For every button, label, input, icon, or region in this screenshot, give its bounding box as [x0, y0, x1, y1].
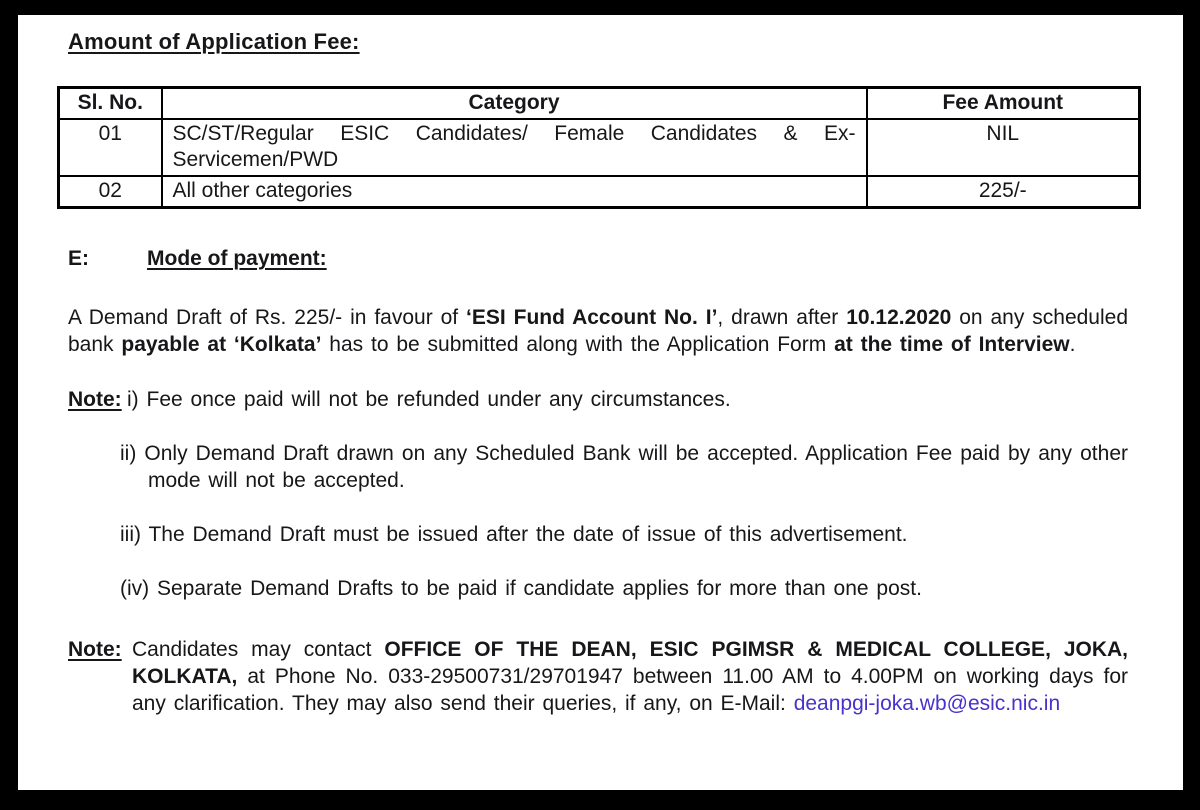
header-fee-amount: Fee Amount: [867, 88, 1140, 120]
contact-segment: Candidates may contact: [132, 638, 385, 661]
note-text: Only Demand Draft drawn on any Scheduled Bank will be accepted. Application Fee paid by any other mode will not be accepted.: [144, 442, 1128, 492]
cell-fee-amount: NIL: [867, 119, 1140, 176]
note-label: Note:: [68, 388, 122, 411]
note-text: The Demand Draft must be issued after the date of issue of this advertisement.: [148, 523, 908, 546]
cell-sl-no: 01: [59, 119, 162, 176]
section-e-heading: [68, 245, 1128, 272]
cell-fee-amount: 225/-: [867, 176, 1140, 208]
contact-office-bold: OFFICE OF THE DEAN, ESIC PGIMSR & MEDICAL COLLEGE, JOKA, KOLKATA,: [132, 638, 1128, 688]
table-row: [59, 119, 1140, 176]
cell-category: [162, 119, 867, 176]
note-item-ii: [120, 440, 1128, 494]
note-text: Separate Demand Drafts to be paid if candidate applies for more than one post.: [157, 577, 922, 600]
cell-category: All other categories: [162, 176, 867, 208]
application-fee-table: [57, 86, 1141, 209]
table-row: [59, 176, 1140, 208]
note-item-i: [127, 386, 1128, 413]
note-marker: iii): [120, 523, 141, 546]
contact-note: [68, 636, 1128, 717]
note-marker: i): [127, 388, 139, 411]
header-category: Category: [162, 88, 867, 120]
payment-paragraph: [68, 304, 1128, 358]
note-text: Fee once paid will not be refunded under any circumstances.: [146, 388, 731, 411]
category-line: Servicemen/PWD: [172, 148, 339, 171]
header-sl-no: Sl. No.: [59, 88, 162, 120]
notes-section: [68, 386, 1128, 602]
page-title: Amount of Application Fee:: [68, 29, 360, 54]
note-marker: (iv): [120, 577, 150, 600]
section-heading-text: Mode of payment:: [147, 247, 327, 270]
email-link[interactable]: deanpgi-joka.wb@esic.nic.in: [793, 692, 1061, 715]
note-row: [68, 386, 1128, 413]
category-line: SC/ST/Regular ESIC Candidates/ Female Candidates & Ex-: [172, 122, 856, 145]
section-letter: E:: [68, 247, 89, 270]
note-item-iii: [120, 521, 1128, 548]
paragraph-text: A Demand Draft of Rs. 225/- in favour of: [68, 306, 467, 329]
paragraph-text: , drawn after: [717, 306, 847, 329]
fee-table-header-row: [59, 88, 1140, 120]
paragraph-bold: ‘ESI Fund Account No. I’: [466, 306, 718, 329]
note-marker: ii): [120, 442, 137, 465]
contact-text: [132, 636, 1128, 717]
paragraph-text: .: [1069, 333, 1076, 356]
paragraph-text: has to be submitted along with the Application Form: [321, 333, 835, 356]
paragraph-text: on any scheduled bank: [68, 306, 1129, 356]
note-item-iv: [120, 575, 1128, 602]
document-page: [18, 15, 1183, 790]
note-label: Note:: [68, 638, 122, 661]
paragraph-bold: at the time of Interview: [834, 333, 1070, 356]
paragraph-bold: 10.12.2020: [846, 306, 952, 329]
cell-sl-no: 02: [59, 176, 162, 208]
contact-segment: at Phone No. 033-29500731/29701947 between 11.00 AM to 4.00PM on working days for any clarification. They may also send their queries, if any, on E-Mail:: [132, 665, 1128, 715]
paragraph-bold: payable at ‘Kolkata’: [121, 333, 322, 356]
